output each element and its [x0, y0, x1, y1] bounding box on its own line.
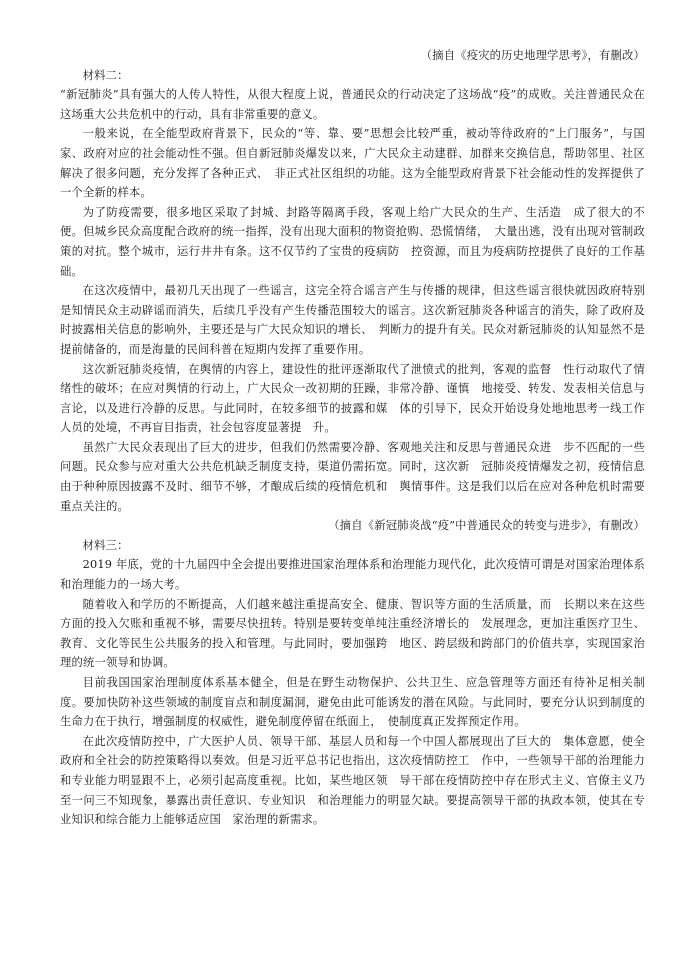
material-3-paragraph-3: 目前我国国家治理制度体系基本健全，但是在野生动物保护、公共卫生、应急管理等方面还有待补足相关制度。要加快防补这些领域的制度盲点和制度漏洞，避免由此可能诱发的潜在风险。与此同时，要充分认识到制度的生命力在于执行，增强制度的权威性，避免制度停留在纸面上， 使制度真正发挥预定作用。	[60, 676, 645, 729]
source-citation-2: （摘自《新冠肺炎战“疫”中普通民众的转变与进步》，有删改）	[328, 519, 645, 533]
source-citation-1: （摘自《疫灾的历史地理学思考》，有删改）	[420, 49, 645, 62]
material-2-label: 材料二：	[82, 68, 129, 82]
material-2-paragraph-4: 在这次疫情中，最初几天出现了一些谣言，这完全符合谣言产生与传播的规律，但这些谣言很快就因政府特别是知情民众主动辟谣而消失，后续几乎没有产生传播范围较大的谣言。这次新冠肺炎各种谣言的消失，除了政府及时披露相关信息的影响外，主要还是与广大民众知识的增长、 判断力的提升有关。民众对新冠肺炎的认知显然不是提前储备的，而是海量的民间科普在短期内发挥了重要作用。	[60, 284, 645, 356]
material-2-paragraph-1: “新冠肺炎”具有强大的人传人特性，从很大程度上说，普通民众的行动决定了这场战“疫”的成败。关注普通民众在这场重大公共危机中的行动，具有非常重要的意义。	[60, 88, 645, 121]
material-2-paragraph-3: 为了防疫需要，很多地区采取了封城、封路等隔离手段，客观上给广大民众的生产、生活造 成了很大的不便。但城乡民众高度配合政府的统一指挥，没有出现大面积的物资抢购、恐慌情绪， 大量出逃，没有出现对管制政策的对抗。整个城市，运行井井有条。这不仅节约了宝贵的疫病防 控资源，而且为疫病防控提供了良好的工作基础。	[60, 205, 645, 278]
material-3-paragraph-2: 随着收入和学历的不断提高，人们越来越注重提高安全、健康、智识等方面的生活质量，而 长期以来在这些方面的投入欠账和重视不够，需要尽快扭转。特别是要转变单纯注重经济增长的 发展理念，更加注重医疗卫生、教育、文化等民生公共服务的投入和管理。与此同时，要加强跨 地区、跨层级和跨部门的价值共享，实现国家治理的统一领导和协调。	[60, 597, 645, 670]
material-3-paragraph-4: 在此次疫情防控中，广大医护人员、领导干部、基层人员和每一个中国人都展现出了巨大的 集体意愿，使全政府和全社会的防控策略得以奏效。但是习近平总书记也指出，这次疫情防控工 作中，一些领导干部的治理能力和专业能力明显跟不上，必须引起高度重视。比如，某些地区领 导干部在疫情防控中存在形式主义、官僚主义乃至一问三不知现象，暴露出责任意识、专业知识 和治理能力的明显欠缺。要提高领导干部的执政本领，使其在专业知识和综合能力上能够适应国 家治理的新需求。	[60, 734, 645, 827]
material-2-paragraph-6: 虽然广大民众表现出了巨大的进步，但我们仍然需要冷静、客观地关注和反思与普通民众进 步不匹配的一些问题。民众参与应对重大公共危机缺乏制度支持，渠道仍需拓宽。同时，这次新 冠肺炎疫情爆发之初，疫情信息由于种种原因披露不及时、细节不够，才酿成后续的疫情危机和 舆情事件。这是我们以后在应对各种危机时需要重点关注的。	[60, 440, 645, 513]
material-3-label: 材料三：	[82, 538, 129, 552]
material-3-paragraph-1: 2019 年底，党的十九届四中全会提出要推进国家治理体系和治理能力现代化，此次疫情可谓是对国家治理体系和治理能力的一场大考。	[60, 558, 645, 592]
material-2-paragraph-5: 这次新冠肺炎疫情，在舆情的内容上，建设性的批评逐渐取代了泄愤式的批判，客观的监督 性行动取代了情绪性的破坏；在应对舆情的行动上，广大民众一改初期的狂躁，非常冷静、谨慎 地接受、转发、发表相关信息与言论，以及进行冷静的反思。与此同时，在较多细节的披露和媒 体的引导下，民众开始设身处地地思考一线工作人员的处境，不再盲目指责，社会包容度显著提 升。	[60, 362, 645, 435]
material-2-paragraph-2: 一般来说，在全能型政府背景下，民众的“等、靠、要”思想会比较严重，被动等待政府的“上门服务”，与国家、政府对应的社会能动性不强。但自新冠肺炎爆发以来，广大民众主动建群、加群来交换信息，帮助邻里、社区解决了很多问题，充分发挥了各种正式、 非正式社区组织的功能。这为全能型政府背景下社会能动性的发挥提供了一个全新的样本。	[60, 127, 645, 200]
